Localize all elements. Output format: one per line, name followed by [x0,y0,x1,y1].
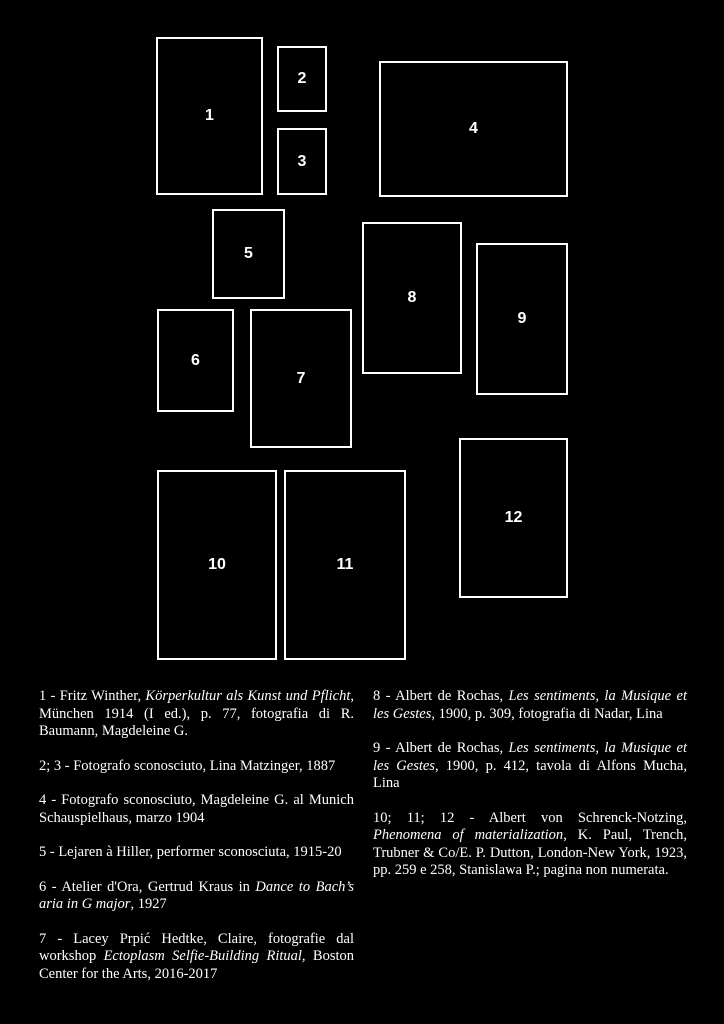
frame-number: 3 [297,152,307,170]
caption-title: Phenomena of materialization [373,827,564,843]
frame-11 [284,470,406,660]
caption-title: Ectoplasm Selfie-Building Ritual, [103,948,306,964]
caption-text: 2; 3 - Fotografo sconosciuto, Lina Matzinger, 1887 [39,757,336,774]
caption-6 [39,879,354,914]
frame-3 [277,128,327,195]
caption-text: , K. Paul, Trench, Trubner & Co/E. P. Dutton, London-New York, 1923, pp. 259 e 258, Stanislawa P.; pagina non numerata. [373,827,687,878]
caption-title: Les sentiments, la Musique et les Gestes [373,688,687,722]
frame-number: 1 [205,107,214,124]
caption-text: 10; 11; 12 - Albert von Schrenck-Notzing, [373,809,687,826]
caption-text: 6 - Atelier d'Ora, Gertrud Kraus in [39,878,256,895]
frame-number: 4 [469,120,478,137]
frame-number: 6 [191,351,200,369]
caption-text: 5 - Lejaren à Hiller, performer sconosciuta, 1915-20 [39,844,342,860]
frame-number: 9 [517,310,527,327]
caption-5 [39,844,354,862]
caption-text: , 1900, p. 412, tavola di Alfons Mucha, Lina [373,757,687,791]
frame-number: 5 [244,245,253,262]
caption-text: , 1900, p. 309, fotografia di Nadar, Lina [431,705,663,722]
frame-1 [156,37,263,195]
frame-number: 12 [504,509,523,526]
frame-5 [212,209,285,299]
caption-text: Boston Center for the Arts, 2016-2017 [39,948,354,982]
caption-1 [39,688,354,741]
caption-10-11-12 [373,810,687,880]
caption-4 [39,792,354,827]
frame-10 [157,470,277,660]
caption-2-3 [39,758,354,776]
caption-text: 9 - Albert de Rochas, [373,740,509,756]
caption-text: 8 - Albert de Rochas, [373,688,509,704]
frame-12 [459,438,568,598]
caption-text: 4 - Fotografo sconosciuto, Magdeleine G. al Munich Schauspielhaus, marzo 1904 [39,792,354,826]
caption-9 [373,740,687,793]
frame-number: 2 [297,70,307,87]
caption-title: Les sentiments, la Musique et les Gestes [373,740,687,774]
frame-9 [476,243,568,395]
frame-number: 8 [407,289,417,306]
caption-title: Dance to Bach’s aria in G major [39,878,354,912]
frame-8 [362,222,462,374]
caption-text: , 1927 [130,896,167,912]
frame-number: 10 [208,556,226,573]
frame-2 [277,46,327,112]
caption-text: 1 - Fritz Winther, [39,688,146,704]
captions-right-column [373,688,687,897]
frame-7 [250,309,352,448]
frame-number: 11 [336,556,354,573]
caption-8 [373,688,687,723]
caption-title: Körperkultur als Kunst und Pflicht [145,688,351,704]
caption-text: 7 - Lacey Prpić Hedtke, Claire, fotografie dal workshop [39,930,354,964]
frame-6 [157,309,234,412]
caption-7 [39,931,354,984]
captions-left-column [39,688,354,1000]
caption-text: , München 1914 (I ed.), p. 77, fotografia di R. Baumann, Magdeleine G. [39,688,354,739]
frame-number: 7 [296,369,306,387]
frame-4 [379,61,568,197]
